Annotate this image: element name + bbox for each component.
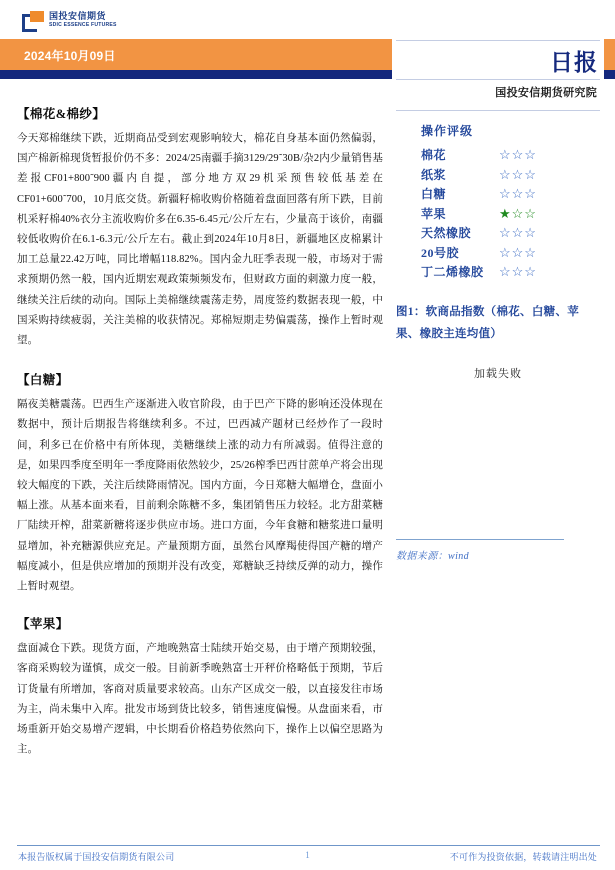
research-institute-label: 国投安信期货研究院 xyxy=(495,87,597,99)
section-body-apple: 盘面减仓下跌。现货方面，产地晚熟富士陆续开始交易，由于增产预期较强，客商采购较为谨慎，成交一般。目前新季晚熟富士开秤价格略低于预期，节后订货量有所增加，客商对质量要求较高。山东产区成交一般，以直接发往市场为主，尚未集中入库。批发市场到货比较多，销售速度偏慢。从盘面来看，市场重新开始交易增产逻辑，中长期看价格趋势依然向下，操作上以偏空思路为主。 xyxy=(17,643,383,756)
rating-row-apple xyxy=(421,204,600,224)
header-navy-bar xyxy=(0,70,392,79)
header-right-orange-block xyxy=(604,39,615,70)
section-title-sugar: 【白糖】 xyxy=(17,373,69,388)
rating-row-sugar xyxy=(421,184,600,204)
rating-row-butadiene-rubber xyxy=(421,262,600,282)
rating-row-natural-rubber xyxy=(421,223,600,243)
logo-name-en: SDIC ESSENCE FUTURES xyxy=(49,22,117,28)
star-rating-icon: ☆☆☆ xyxy=(499,147,537,163)
header-divider-top xyxy=(396,40,600,41)
report-body xyxy=(17,104,383,760)
footer-page-number: 1 xyxy=(305,850,310,860)
company-logo xyxy=(22,11,115,33)
section-spacer xyxy=(17,351,383,370)
rating-label: 纸浆 xyxy=(421,167,447,182)
rating-row-cotton xyxy=(421,145,600,165)
section-title-apple: 【苹果】 xyxy=(17,617,69,632)
report-date: 2024年10月09日 xyxy=(24,49,116,63)
star-rating-icon: ☆☆☆ xyxy=(499,244,537,260)
header-divider-bottom xyxy=(396,110,600,111)
chart-load-failed-message: 加载失败 xyxy=(474,367,522,380)
footer-copyright: 本报告版权属于国投安信期货有限公司 xyxy=(18,852,175,862)
logo-name-cn: 国投安信期货 xyxy=(49,11,107,21)
star-rating-icon: ★☆☆ xyxy=(499,205,537,221)
logo-text xyxy=(49,11,115,28)
rating-label: 苹果 xyxy=(421,206,447,221)
section-body-sugar: 隔夜美糖震荡。巴西生产逐渐进入收官阶段，由于巴产下降的影响还没体现在数据中，预计后期报告将继续利多。不过，巴西减产题材已经炒作了一段时间，利多已在价格中有所体现，美糖继续上涨的动力有所减弱。值得注意的是，如果四季度至明年一季度降雨依然较少，25/26榨季巴西甘蔗单产将会出现较大幅度的下跌，关注后续降雨情况。国内方面，今日郑糖大幅增仓，盘面小幅上涨。从基本面来看，目前剩余陈糖不多，集团销售压力较轻。北方甜菜糖厂陆续开榨，甜菜新糖将逐步供应市场。进口方面，今年食糖和糖浆进口量明显增加，补充糖源供应充足。产量预期方面，虽然台风摩羯使得国产糖的增产幅度减小，但是供应增加的预期并没有改变，郑糖缺乏持续反弹的动力，操作上暂时观望。 xyxy=(17,399,383,593)
rating-label: 丁二烯橡胶 xyxy=(421,265,484,280)
star-rating-icon: ☆☆☆ xyxy=(499,225,537,241)
sidebar xyxy=(396,122,600,562)
logo-mark-icon xyxy=(22,11,44,33)
section-title-cotton: 【棉花&棉纱】 xyxy=(17,107,106,121)
rating-label: 天然橡胶 xyxy=(421,226,472,241)
footer-disclaimer: 不可作为投资依据，转载请注明出处 xyxy=(449,852,597,862)
page-title: 日报 xyxy=(550,49,598,75)
rating-label: 20号胶 xyxy=(421,245,460,260)
footer-divider xyxy=(17,845,600,846)
figure-caption: 图1：软商品指数（棉花、白糖、苹果、橡胶主连均值） xyxy=(396,305,580,340)
rating-row-no20-rubber xyxy=(421,243,600,263)
rating-label: 白糖 xyxy=(421,187,447,202)
header-divider-middle xyxy=(396,79,600,80)
source-divider xyxy=(396,539,564,540)
star-rating-icon: ☆☆☆ xyxy=(499,186,537,202)
data-source-label: 数据来源：wind xyxy=(396,550,470,562)
section-body-cotton: 今天郑棉继续下跌，近期商品受到宏观影响较大，棉花自身基本面仍然偏弱，国产棉新棉现货暂报价仍不多：2024/25南疆手摘3129/29˜30B/杂2内少量销售基差报CF01+800˜900疆内自提，部分地方双29机采预售较低基差在CF01+600˜700，10月底交货。新疆籽棉收购价格随着盘面回落有所下跌，目前机采籽棉40%衣分主流收购价多在6.35-6.45元/公斤左右，少量高于该价，南疆较低收购价在6.1-6.3元/公斤左右。截止到2024年10月8日，新疆地区皮棉累计加工总量22.42万吨，同比增幅118.82%。国内金九旺季表现一般，市场对于需求预期仍然一般，国内近期宏观政策频频发布，但财政方面的刺激力度一般，继续关注后续的动向。国际上美棉继续震荡走势，周度签约数据表现一般，中国采购持续疲弱，关注美棉的收获情况。郑棉短期走势偏震荡，操作上暂时观望。 xyxy=(17,133,383,347)
header-right-navy-block xyxy=(604,70,615,79)
operation-rating-panel xyxy=(396,122,600,282)
star-rating-icon: ☆☆☆ xyxy=(499,264,537,280)
rating-row-pulp xyxy=(421,165,600,185)
star-rating-icon: ☆☆☆ xyxy=(499,166,537,182)
section-spacer xyxy=(17,597,383,614)
rating-label: 棉花 xyxy=(421,148,447,163)
rating-panel-title: 操作评级 xyxy=(421,124,474,138)
chart-container xyxy=(396,357,600,535)
